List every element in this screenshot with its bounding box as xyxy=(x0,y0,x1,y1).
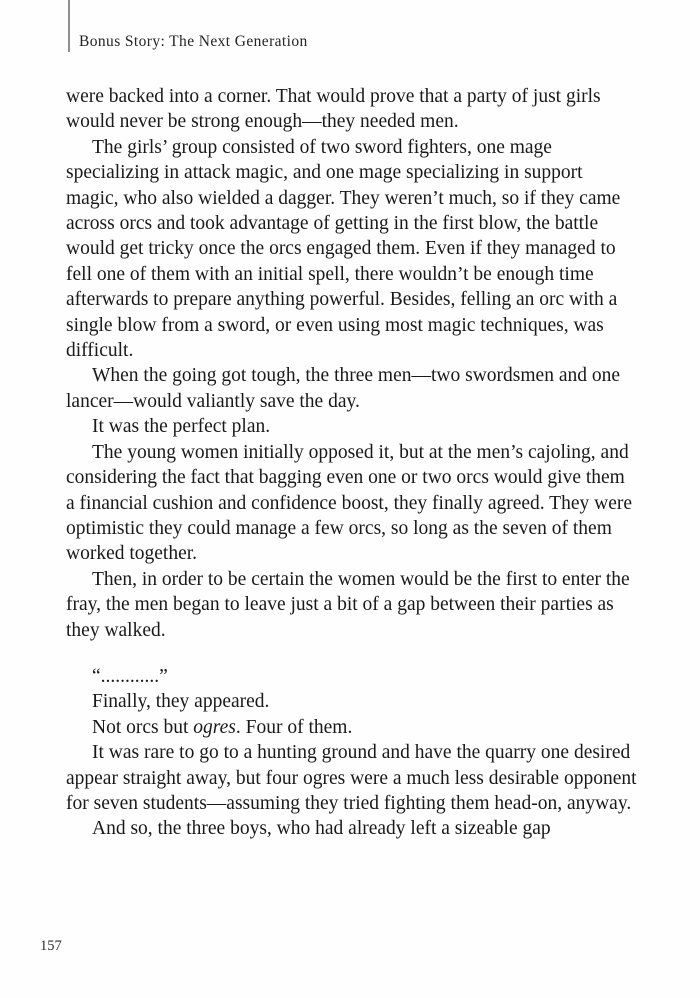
running-head xyxy=(68,0,308,52)
running-head-title: Bonus Story: The Next Generation xyxy=(79,32,308,50)
text-segment: The girls’ group consisted of two sword fighters, one mage specializing in attack magic, and one mage specializing in support magic, who also wielded a dagger. They weren’t much, so if they came across orcs and took advantage of getting in the first blow, the battle would get tricky once the orcs engaged them. Even if they managed to fell one of them with an initial spell, there wouldn’t be enough time afterwards to prepare anything powerful. Besides, felling an orc with a single blow from a sword, or even using most magic techniques, was difficult. xyxy=(66,136,621,362)
italic-text-segment: ogres xyxy=(193,716,236,738)
text-segment: And so, the three boys, who had already left a sizeable gap xyxy=(92,818,551,840)
paragraph xyxy=(66,414,638,439)
paragraph xyxy=(66,715,638,740)
paragraph xyxy=(66,740,638,816)
paragraph xyxy=(66,567,638,643)
text-segment: It was rare to go to a hunting ground and have the quarry one desired appear straight away, but four ogres were a much less desirable opponent for seven students—assuming they tried fighting them head-on, anyway. xyxy=(66,742,637,814)
paragraph xyxy=(66,664,638,689)
paragraph xyxy=(66,689,638,714)
paragraph xyxy=(66,84,638,135)
paragraph xyxy=(66,816,638,841)
text-segment: Finally, they appeared. xyxy=(92,691,270,713)
paragraph xyxy=(66,363,638,414)
text-segment: It was the perfect plan. xyxy=(92,416,271,438)
text-segment: “............” xyxy=(92,665,168,687)
running-head-rule xyxy=(68,0,70,52)
paragraph xyxy=(66,135,638,364)
text-segment: Not orcs but xyxy=(92,716,194,738)
page-number: 157 xyxy=(40,938,62,954)
text-segment: Then, in order to be certain the women would be the first to enter the fray, the men began to leave just a bit of a gap between their parties as they walked. xyxy=(66,568,630,641)
body-text xyxy=(66,84,638,842)
text-segment: were backed into a corner. That would prove that a party of just girls would never be strong enough—they needed men. xyxy=(66,86,601,133)
text-segment: When the going got tough, the three men—two swordsmen and one lancer—would valiantly save the day. xyxy=(66,365,621,412)
text-segment: The young women initially opposed it, but at the men’s cajoling, and considering the fact that bagging even one or two orcs would give them a financial cushion and confidence boost, they finally agreed. They were optimistic they could manage a few orcs, so long as the seven of them worked together. xyxy=(66,441,633,565)
text-segment: . Four of them. xyxy=(235,716,353,738)
paragraph xyxy=(66,440,638,567)
